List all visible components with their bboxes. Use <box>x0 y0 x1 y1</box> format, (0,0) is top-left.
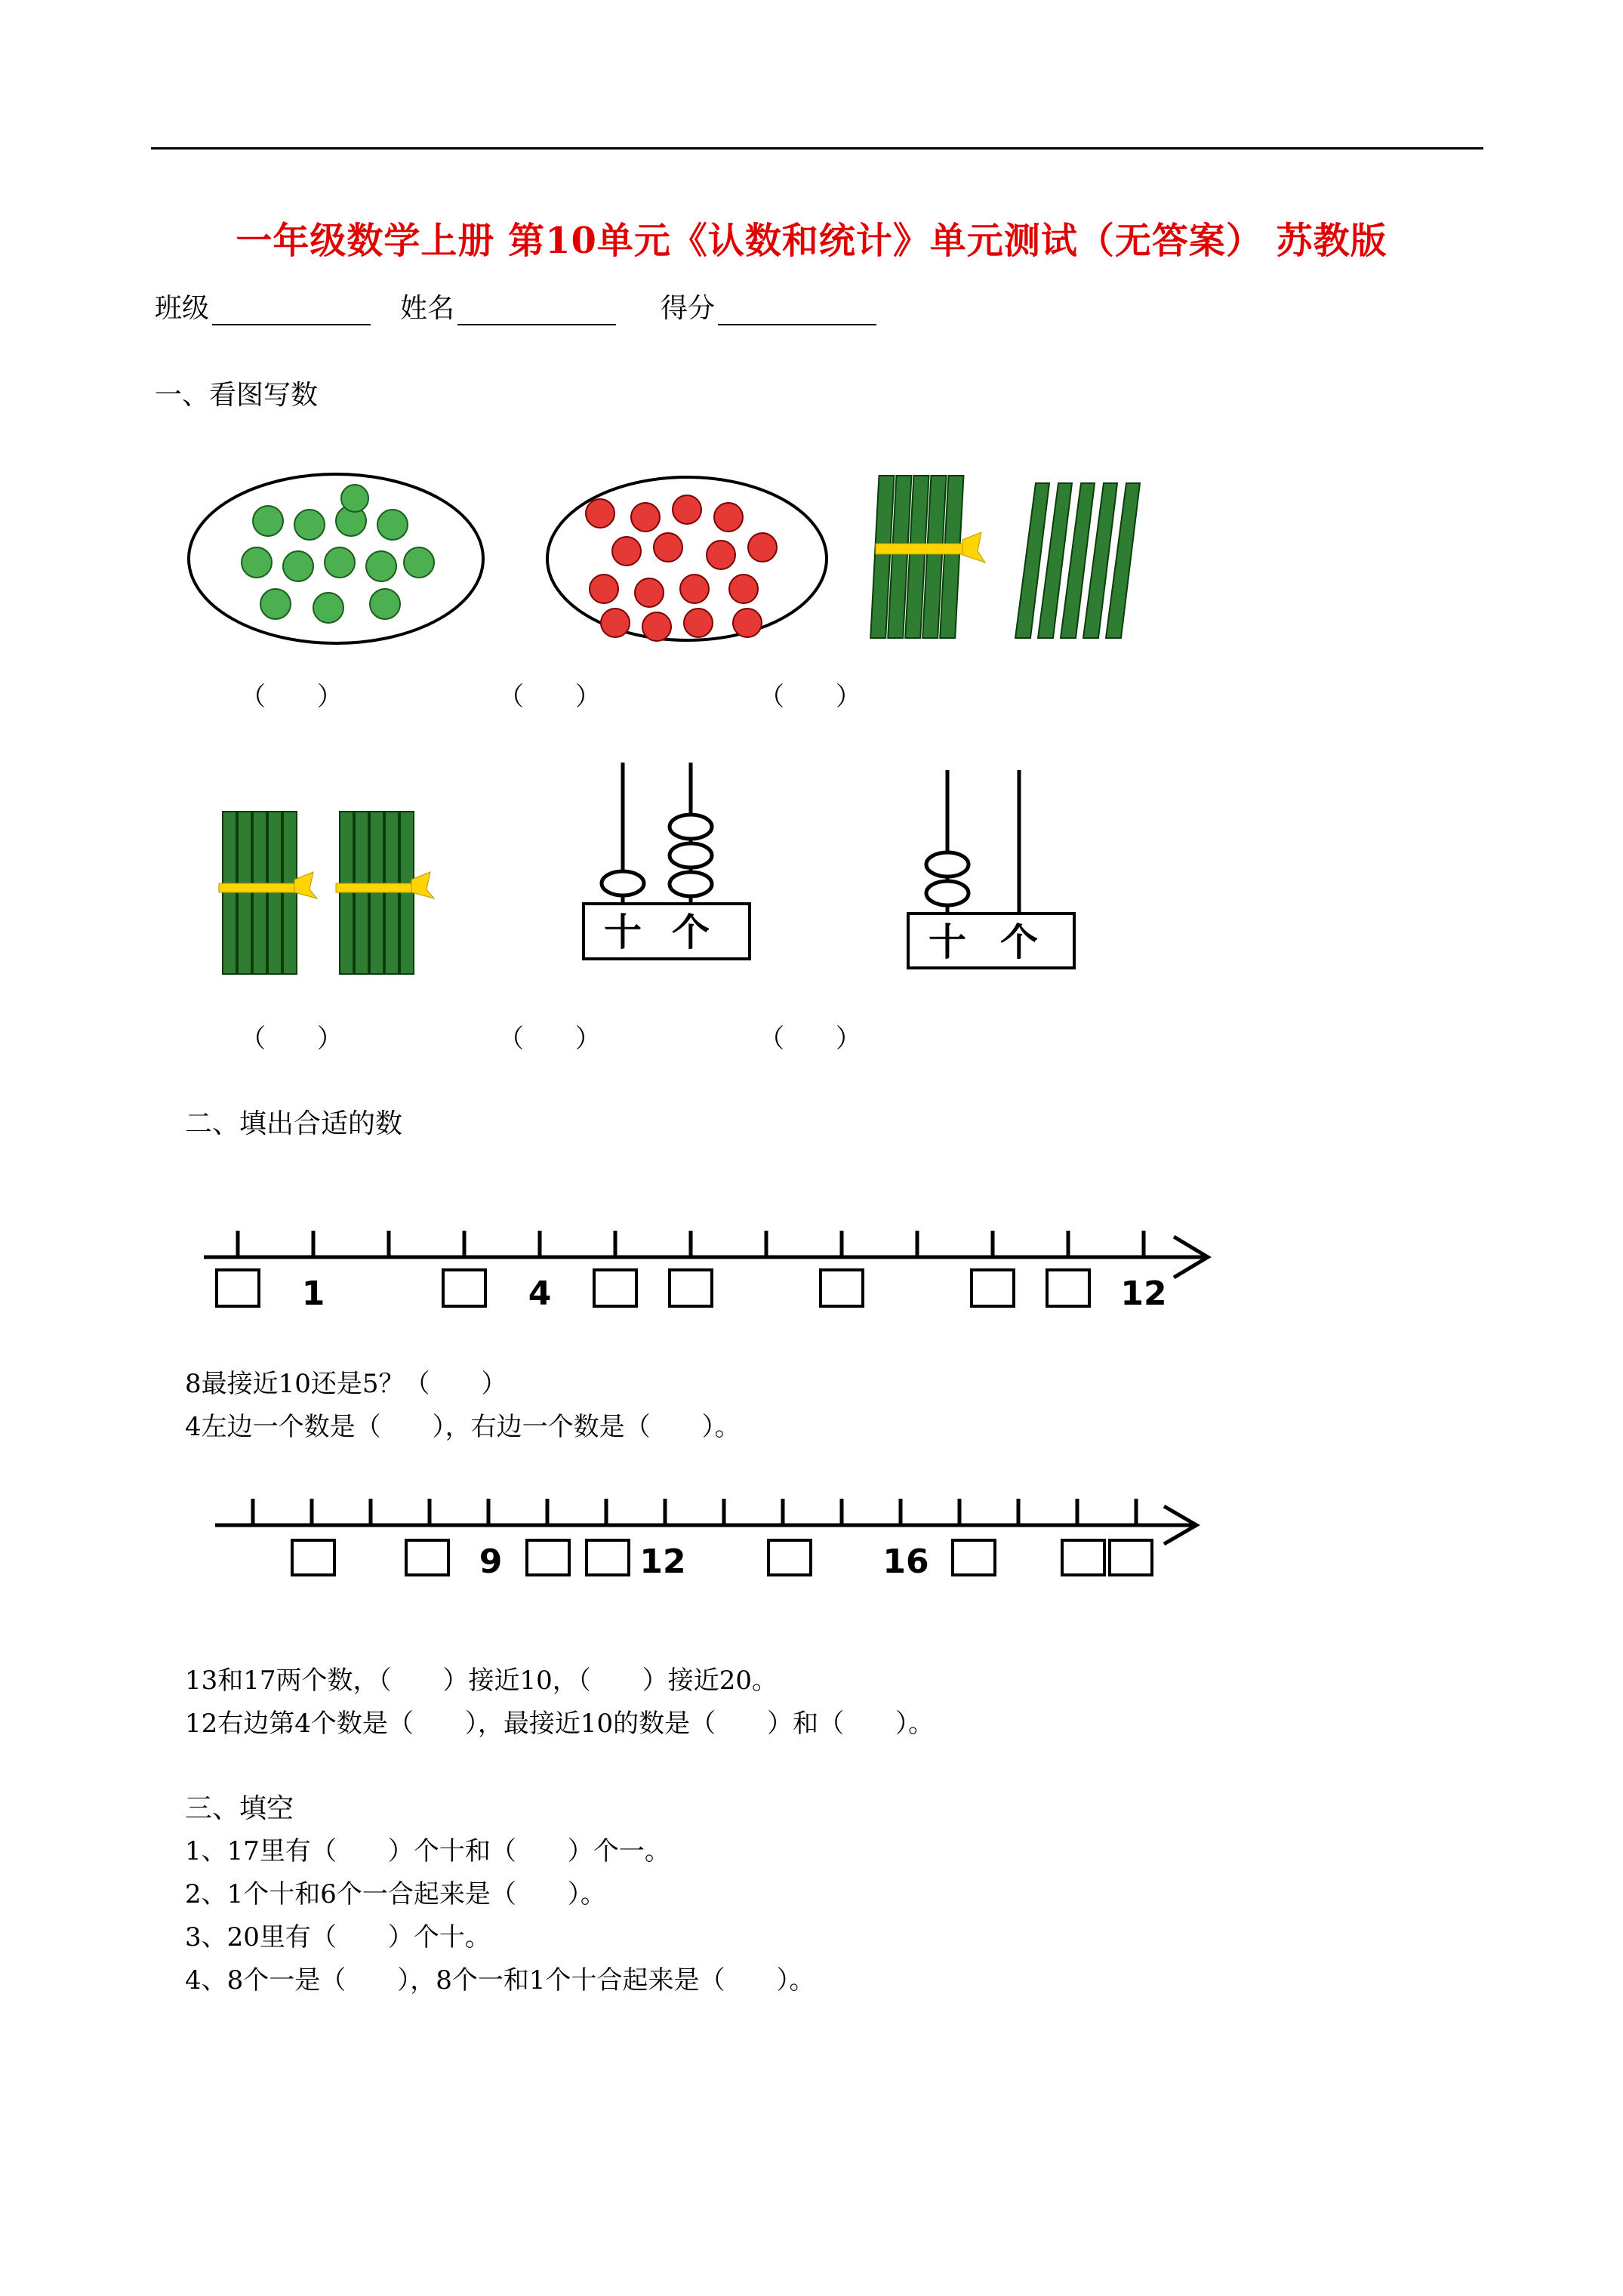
score-field <box>661 287 876 325</box>
answer-paren-3[interactable]: （ ） <box>759 682 861 712</box>
name-label: 姓名 <box>400 293 455 324</box>
top-rule <box>151 147 1483 149</box>
answer-paren-1[interactable]: （ ） <box>240 682 343 712</box>
answer-paren-6[interactable]: （ ） <box>759 1024 861 1054</box>
nl2-label: 9 <box>479 1542 503 1581</box>
nl1-box[interactable] <box>217 1270 259 1306</box>
nl1-box[interactable] <box>594 1270 636 1306</box>
fill-item-4: 4、8个一是（ ），8个一和1个十合起来是（ ）。 <box>185 1965 815 1996</box>
nl2-box[interactable] <box>1110 1540 1152 1575</box>
class-blank <box>212 301 371 325</box>
nl1-box[interactable] <box>972 1270 1014 1306</box>
question-4: 12右边第4个数是（ ），最接近10的数是（ ）和（ ）。 <box>185 1709 935 1739</box>
abacus-1-image <box>581 759 755 963</box>
nl1-label: 12 <box>1120 1274 1167 1313</box>
section3-heading: 三、填空 <box>185 1793 294 1824</box>
nl1-label: 1 <box>301 1274 325 1313</box>
nl1-label: 4 <box>528 1274 552 1313</box>
nl2-box[interactable] <box>587 1540 629 1575</box>
nl2-box[interactable] <box>953 1540 995 1575</box>
nl1-box[interactable] <box>821 1270 863 1306</box>
abacus-1-tens-label: 十 <box>604 911 642 954</box>
question-3: 13和17两个数，（ ）接近10，（ ）接近20。 <box>185 1666 778 1696</box>
nl1-box[interactable] <box>443 1270 485 1306</box>
number-line-1 <box>200 1216 1219 1321</box>
page-title: 一年级数学上册 第10单元《认数和统计》单元测试（无答案） 苏教版 <box>236 220 1387 262</box>
answer-paren-2[interactable]: （ ） <box>498 682 601 712</box>
class-field <box>155 287 371 325</box>
abacus-2-ones-label: 个 <box>1000 920 1038 964</box>
score-label: 得分 <box>661 293 716 324</box>
nl2-box[interactable] <box>1062 1540 1104 1575</box>
name-field <box>400 287 616 325</box>
nl2-box[interactable] <box>292 1540 334 1575</box>
apple-plate-image <box>544 468 830 649</box>
fill-item-2: 2、1个十和6个一合起来是（ ）。 <box>185 1879 606 1909</box>
abacus-2-image <box>906 766 1079 970</box>
nl2-box[interactable] <box>768 1540 811 1575</box>
question-1: 8最接近10还是5？（ ） <box>185 1369 507 1399</box>
nl2-box[interactable] <box>527 1540 569 1575</box>
bundle-sticks-image <box>868 468 1155 649</box>
number-line-2 <box>211 1491 1215 1589</box>
nl1-box[interactable] <box>1047 1270 1089 1306</box>
answer-paren-4[interactable]: （ ） <box>240 1024 343 1054</box>
name-blank <box>457 301 616 325</box>
two-bundles-image <box>215 808 457 982</box>
answer-paren-5[interactable]: （ ） <box>498 1024 601 1054</box>
section2-heading: 二、填出合适的数 <box>185 1108 403 1139</box>
nl1-box[interactable] <box>670 1270 712 1306</box>
nl2-label: 12 <box>639 1542 686 1581</box>
question-2: 4左边一个数是（ ），右边一个数是（ ）。 <box>185 1412 741 1442</box>
class-label: 班级 <box>155 293 210 324</box>
section1-heading: 一、看图写数 <box>155 380 319 411</box>
abacus-1-ones-label: 个 <box>672 911 710 954</box>
cabbage-plate-image <box>185 468 487 649</box>
score-blank <box>718 301 876 325</box>
nl2-label: 16 <box>882 1542 929 1581</box>
nl2-box[interactable] <box>406 1540 448 1575</box>
fill-item-1: 1、17里有（ ）个十和（ ）个一。 <box>185 1836 670 1866</box>
abacus-2-tens-label: 十 <box>929 920 966 964</box>
fill-item-3: 3、20里有（ ）个十。 <box>185 1922 491 1952</box>
